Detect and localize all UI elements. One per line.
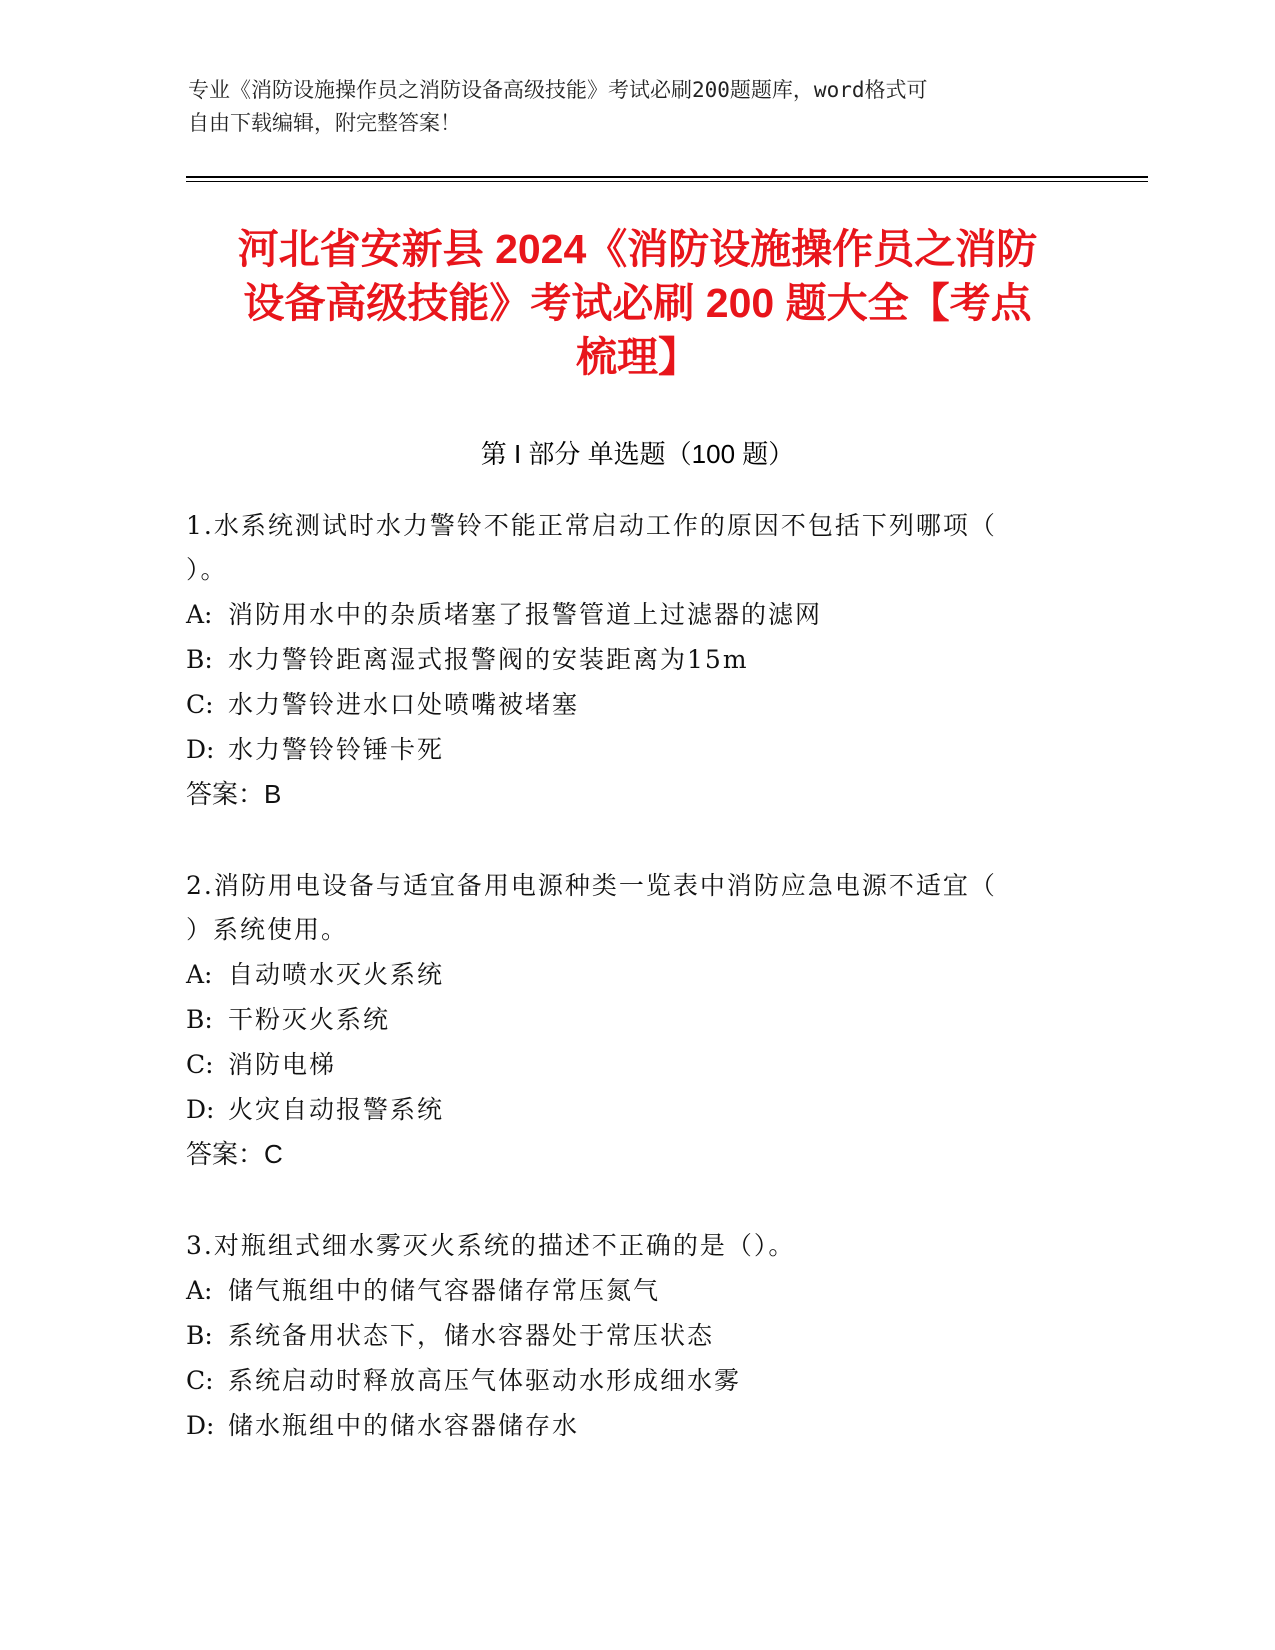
- question-option: [186, 997, 1066, 1042]
- question-item: [186, 864, 1066, 1176]
- question-item: [186, 504, 1066, 816]
- option-key: B:: [186, 1321, 213, 1350]
- header-note-line: 自由下载编辑，附完整答案！: [188, 111, 461, 135]
- question-option: [186, 727, 1066, 772]
- option-text: 系统启动时释放高压气体驱动水形成细水雾: [228, 1366, 742, 1395]
- option-key: A:: [186, 1276, 213, 1305]
- question-option: [186, 1087, 1066, 1132]
- question-item: [186, 1224, 1066, 1448]
- question-option: [186, 952, 1066, 997]
- option-text: 水力警铃距离湿式报警阀的安装距离为15m: [228, 645, 749, 674]
- question-option: [186, 1403, 1066, 1448]
- option-key: C:: [186, 690, 214, 719]
- option-key: B:: [186, 1005, 213, 1034]
- option-key: D:: [186, 735, 215, 764]
- question-answer: 答案：B: [186, 779, 282, 809]
- document-title-line: 设备高级技能》考试必刷 200 题大全【考点: [243, 280, 1032, 326]
- option-text: 储水瓶组中的储水容器储存水: [228, 1411, 580, 1440]
- header-divider: [186, 176, 1148, 178]
- section-title: 第 I 部分 单选题（100 题）: [480, 439, 795, 469]
- question-stem: 1.水系统测试时水力警铃不能正常启动工作的原因不包括下列哪项（: [186, 511, 997, 540]
- option-text: 水力警铃进水口处喷嘴被堵塞: [228, 690, 580, 719]
- question-option: [186, 637, 1066, 682]
- question-option: [186, 682, 1066, 727]
- option-key: C:: [186, 1050, 214, 1079]
- option-text: 火灾自动报警系统: [228, 1095, 445, 1124]
- option-key: D:: [186, 1411, 215, 1440]
- question-stem: 3.对瓶组式细水雾灭火系统的描述不正确的是（）。: [186, 1231, 796, 1260]
- question-option: [186, 1358, 1066, 1403]
- question-stem: 2.消防用电设备与适宜备用电源种类一览表中消防应急电源不适宜（: [186, 871, 997, 900]
- option-text: 干粉灭火系统: [228, 1005, 391, 1034]
- question-option: [186, 592, 1066, 637]
- question-answer: 答案：C: [186, 1139, 283, 1169]
- question-option: [186, 1313, 1066, 1358]
- header-divider: [186, 181, 1148, 182]
- option-text: 消防用水中的杂质堵塞了报警管道上过滤器的滤网: [228, 600, 823, 629]
- option-key: C:: [186, 1366, 214, 1395]
- option-text: 自动喷水灭火系统: [228, 960, 445, 989]
- option-text: 储气瓶组中的储气容器储存常压氮气: [228, 1276, 661, 1305]
- option-key: D:: [186, 1095, 215, 1124]
- question-option: [186, 1268, 1066, 1313]
- option-key: A:: [186, 600, 213, 629]
- option-text: 水力警铃铃锤卡死: [228, 735, 445, 764]
- question-option: [186, 1042, 1066, 1087]
- document-title-line: 梳理】: [576, 334, 699, 380]
- option-key: B:: [186, 645, 213, 674]
- option-text: 系统备用状态下，储水容器处于常压状态: [228, 1321, 715, 1350]
- document-title-line: 河北省安新县 2024《消防设施操作员之消防: [237, 226, 1038, 272]
- question-stem: ）。: [186, 555, 228, 584]
- option-text: 消防电梯: [228, 1050, 337, 1079]
- question-stem: ）系统使用。: [186, 915, 349, 944]
- document-title: [190, 222, 1085, 384]
- header-note-line: 专业《消防设施操作员之消防设备高级技能》考试必刷200题题库，word格式可: [188, 78, 928, 102]
- header-note: [188, 74, 1068, 140]
- option-key: A:: [186, 960, 213, 989]
